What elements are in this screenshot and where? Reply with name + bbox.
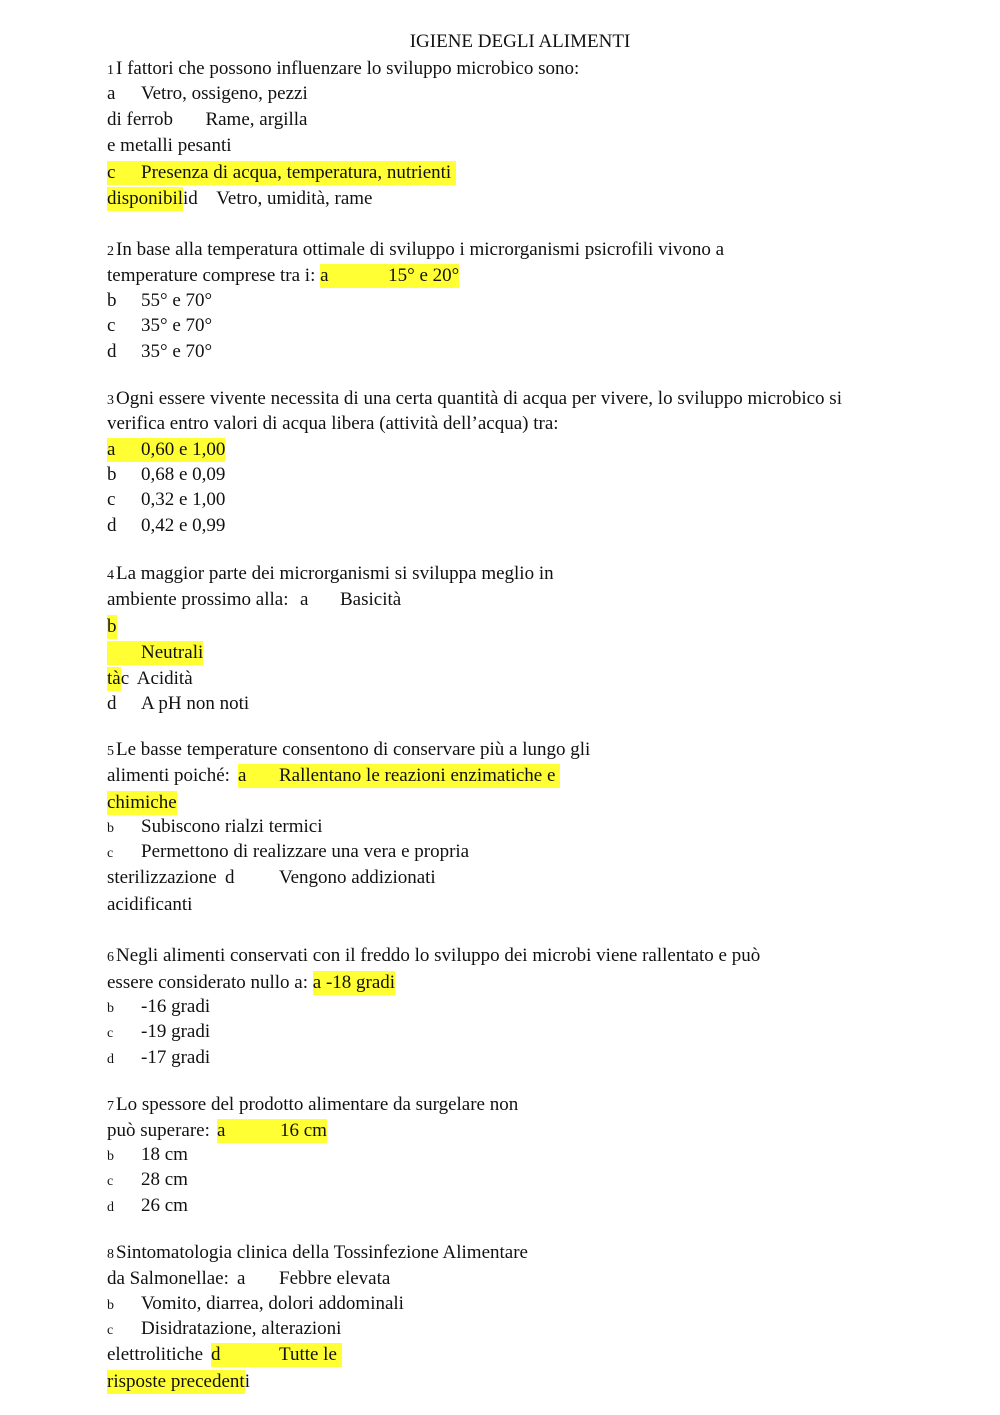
answer-text: Vomito, diarrea, dolori addominali <box>141 1293 404 1314</box>
correct-answer-highlight <box>107 641 203 665</box>
question-text: temperature comprese tra i: <box>107 265 321 286</box>
answer-text: Tutte le <box>279 1344 337 1365</box>
question-1 <box>107 57 579 83</box>
answer-text-continued: i <box>183 188 189 209</box>
answer-letter: d <box>107 1052 114 1067</box>
answer-d-continued <box>107 893 192 917</box>
correct-answer-highlight: chimiche <box>107 792 177 813</box>
answer-text: 16 cm <box>280 1120 327 1141</box>
answer-letter: d <box>107 341 117 362</box>
question-text: In base alla temperatura ottimale di sviluppo i microrganismi psicrofili vivono a <box>116 239 725 260</box>
correct-answer-highlight <box>217 1119 327 1143</box>
answer-letter: d <box>107 693 117 714</box>
answer-letter: b <box>107 1149 114 1164</box>
question-6 <box>107 944 760 970</box>
answer-text: Disidratazione, alterazioni <box>141 1318 342 1339</box>
answer-text: 26 cm <box>141 1195 188 1216</box>
question-number: 6 <box>107 950 114 965</box>
answer-text: Subiscono rialzi termici <box>141 816 323 837</box>
question-text: Le basse temperature consentono di conservare più a lungo gli <box>116 739 591 760</box>
answer-letter: c <box>107 315 116 336</box>
answer-c <box>107 667 193 691</box>
question-text: Sintomatologia clinica della Tossinfezione Alimentare <box>116 1242 528 1263</box>
answer-text: Rallentano le reazioni enzimatiche e <box>279 765 556 786</box>
answer-text-continued: acidificanti <box>107 894 193 915</box>
question-text: ambiente prossimo alla: <box>107 589 289 610</box>
answer-text: Permettono di realizzare una vera e propria <box>141 841 470 862</box>
correct-answer-highlight: a -18 gradi <box>312 972 396 993</box>
answer-c <box>107 1168 188 1194</box>
answer-letter: a <box>237 1268 246 1289</box>
correct-answer-highlight: risposte precedent <box>107 1371 245 1392</box>
answer-letter: d <box>225 867 235 888</box>
correct-answer-highlight <box>211 1343 342 1367</box>
answer-text-continued: elettrolitiche <box>107 1344 204 1365</box>
answer-letter: d <box>107 515 117 536</box>
answer-text: 0,68 e 0,09 <box>141 464 226 485</box>
answer-text: -17 gradi <box>141 1047 211 1068</box>
question-text: I fattori che possono influenzare lo sviluppo microbico sono: <box>116 58 580 79</box>
answer-letter: b <box>163 109 173 130</box>
answer-c <box>107 488 225 512</box>
question-2 <box>107 238 724 264</box>
answer-b-continued <box>107 134 232 158</box>
question-3-line-2 <box>107 412 559 436</box>
answer-d-correct <box>107 1343 342 1367</box>
answer-letter: c <box>107 489 116 510</box>
answer-letter: b <box>107 1001 114 1016</box>
answer-text: 0,42 e 0,99 <box>141 515 226 536</box>
answer-text: 35° e 70° <box>141 341 213 362</box>
question-8-line-2 <box>107 1267 390 1291</box>
answer-a-correct <box>107 438 225 462</box>
answer-letter: d <box>211 1344 221 1365</box>
question-6-line-2 <box>107 971 395 995</box>
question-number: 4 <box>107 568 114 583</box>
question-2-line-2 <box>107 264 459 288</box>
answer-letter: a <box>217 1120 226 1141</box>
answer-letter: c <box>107 1323 114 1338</box>
answer-letter: c <box>107 1026 114 1041</box>
answer-c-correct <box>107 161 456 185</box>
question-text: Negli alimenti conservati con il freddo lo sviluppo dei microbi viene rallentato e può <box>116 945 761 966</box>
answer-letter: c <box>107 1174 114 1189</box>
answer-b <box>107 1292 404 1318</box>
question-5-line-2 <box>107 764 560 788</box>
answer-letter: a <box>107 439 116 460</box>
question-text: alimenti poiché: <box>107 765 230 786</box>
answer-text: Vetro, ossigeno, pezzi <box>141 83 308 104</box>
answer-a <box>107 82 308 106</box>
question-7 <box>107 1093 518 1119</box>
answer-letter: c <box>107 162 116 183</box>
answer-letter: c <box>120 668 130 689</box>
answer-text: Neutrali <box>141 642 204 663</box>
answer-text: 55° e 70° <box>141 290 213 311</box>
question-4 <box>107 562 554 588</box>
answer-text-continued: sterilizzazione <box>107 867 217 888</box>
answer-letter: a <box>320 265 329 286</box>
question-number: 7 <box>107 1099 114 1114</box>
correct-answer-highlight <box>238 764 560 788</box>
answer-text: 0,60 e 1,00 <box>141 439 226 460</box>
answer-letter: b <box>107 1298 114 1313</box>
question-7-line-2 <box>107 1119 327 1143</box>
question-number: 2 <box>107 244 114 259</box>
question-number: 3 <box>107 393 114 408</box>
answer-b <box>107 463 225 487</box>
answer-b <box>107 108 307 132</box>
answer-b-correct-text <box>107 641 203 665</box>
answer-text: 35° e 70° <box>141 315 213 336</box>
question-8 <box>107 1241 528 1267</box>
answer-text: 15° e 20° <box>388 265 460 286</box>
answer-b <box>107 1143 188 1169</box>
correct-answer-highlight: tà <box>107 668 121 689</box>
answer-text-continued: di ferro <box>107 109 164 130</box>
question-text: Ogni essere vivente necessita di una certa quantità di acqua per vivere, lo sviluppo microbico si <box>116 388 842 409</box>
question-number: 8 <box>107 1247 114 1262</box>
answer-c <box>107 1020 210 1046</box>
answer-text: Febbre elevata <box>279 1268 391 1289</box>
answer-text: A pH non noti <box>141 693 250 714</box>
answer-text: 28 cm <box>141 1169 188 1190</box>
answer-b-correct <box>107 615 117 639</box>
question-number: 1 <box>107 63 114 78</box>
question-text: da Salmonellae: <box>107 1268 229 1289</box>
answer-d <box>107 340 212 364</box>
answer-text: Vengono addizionati <box>279 867 436 888</box>
question-number: 5 <box>107 744 114 759</box>
answer-letter: b <box>107 616 117 637</box>
answer-text: -16 gradi <box>141 996 211 1017</box>
page-title: IGIENE DEGLI ALIMENTI <box>409 31 631 52</box>
answer-text-continued: i <box>244 1371 250 1392</box>
answer-d <box>107 1046 210 1072</box>
answer-d <box>107 514 225 538</box>
answer-letter: b <box>107 290 117 311</box>
answer-text-continued: e metalli pesanti <box>107 135 232 156</box>
answer-text: Rame, argilla <box>205 109 308 130</box>
correct-answer-highlight <box>107 161 456 185</box>
answer-letter: d <box>188 188 198 209</box>
answer-letter: c <box>107 846 114 861</box>
correct-answer-highlight: disponibil <box>107 188 184 209</box>
answer-text: -19 gradi <box>141 1021 211 1042</box>
answer-letter: b <box>107 464 117 485</box>
answer-letter: a <box>300 589 309 610</box>
correct-answer-highlight <box>107 438 225 462</box>
answer-text: 18 cm <box>141 1144 188 1165</box>
answer-text: Presenza di acqua, temperatura, nutrienti <box>141 162 452 183</box>
question-3 <box>107 387 842 413</box>
answer-letter: d <box>107 1200 114 1215</box>
question-text: Lo spessore del prodotto alimentare da surgelare non <box>116 1094 519 1115</box>
answer-b <box>107 995 210 1021</box>
correct-answer-highlight <box>320 264 459 288</box>
answer-letter: a <box>107 83 116 104</box>
answer-a-continued <box>107 791 177 815</box>
answer-letter: a <box>238 765 247 786</box>
answer-b <box>107 815 323 841</box>
answer-b <box>107 289 212 313</box>
question-text: essere considerato nullo a: <box>107 972 313 993</box>
answer-letter: b <box>107 821 114 836</box>
answer-c <box>107 1317 341 1343</box>
answer-d <box>107 1194 188 1220</box>
answer-text: Acidità <box>136 668 193 689</box>
answer-text: Vetro, umidità, rame <box>216 188 373 209</box>
answer-text: 0,32 e 1,00 <box>141 489 226 510</box>
question-text: La maggior parte dei microrganismi si sviluppa meglio in <box>116 563 554 584</box>
question-text: può superare: <box>107 1120 210 1141</box>
answer-d <box>107 692 249 716</box>
answer-c <box>107 314 212 338</box>
question-4-line-2 <box>107 588 401 612</box>
question-text: verifica entro valori di acqua libera (attività dell’acqua) tra: <box>107 413 559 434</box>
answer-d-continued <box>107 1370 250 1394</box>
answer-text: Basicità <box>340 589 402 610</box>
answer-d <box>107 866 436 890</box>
answer-d <box>107 187 372 211</box>
answer-c <box>107 840 469 866</box>
question-5 <box>107 738 590 764</box>
